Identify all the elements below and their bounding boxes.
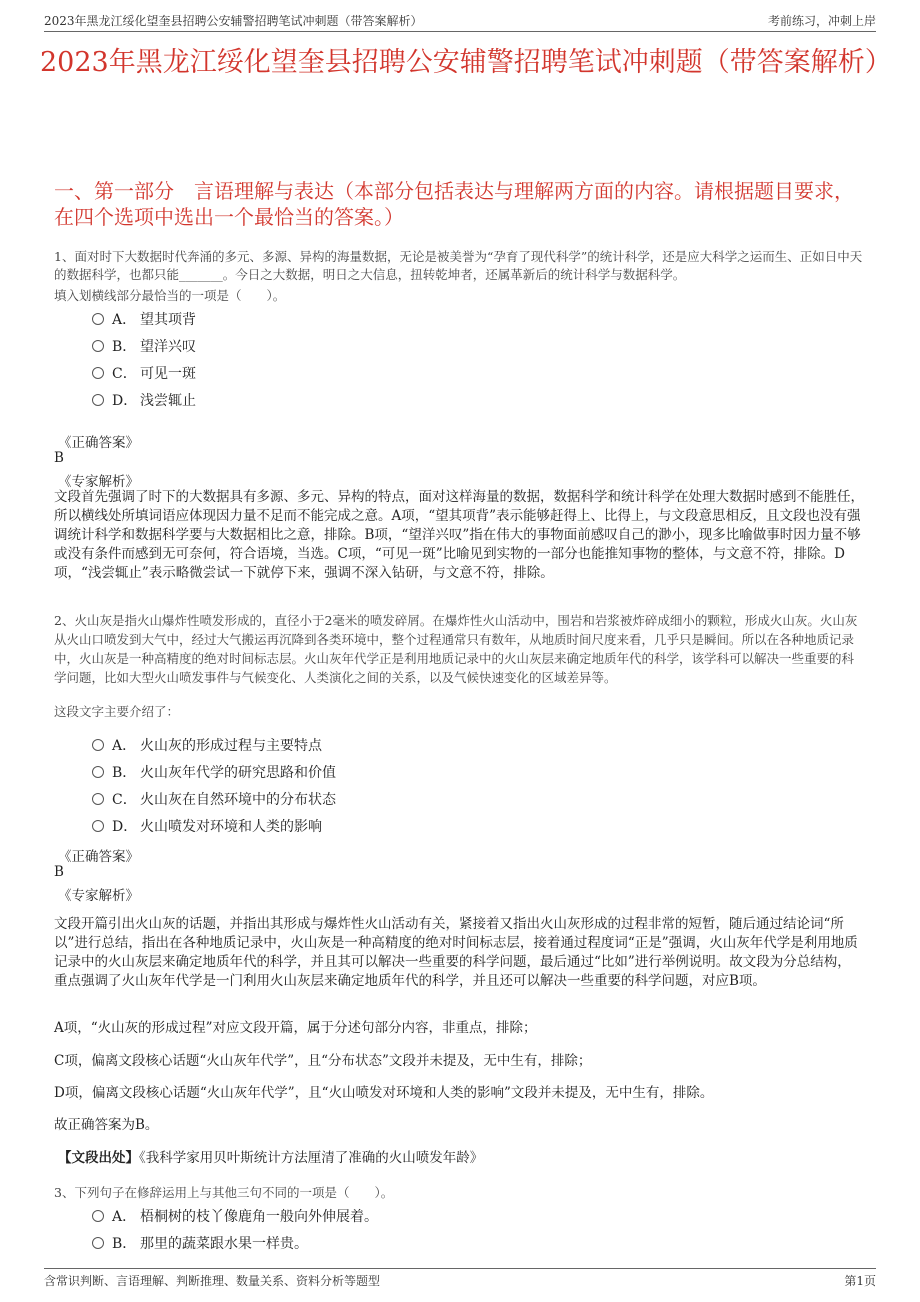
section-heading: 一、第一部分 言语理解与表达（本部分包括表达与理解两方面的内容。请根据题目要求，在四个选项中选出一个最恰当的答案。） <box>54 179 854 229</box>
question-2-note-a: A项，“火山灰的形成过程”对应文段开篇，属于分述句部分内容，非重点，排除； <box>54 1020 537 1036</box>
question-1-option-a[interactable]: A． 望其项背 <box>92 309 196 329</box>
question-2-note-d: D项，偏离文段核心话题“火山灰年代学”，且“火山喷发对环境和人类的影响”文段并未提及，无中生有，排除。 <box>54 1085 714 1101</box>
radio-icon[interactable] <box>92 340 104 352</box>
question-1-option-d[interactable]: D． 浅尝辄止 <box>92 390 196 410</box>
question-1-answer: B <box>54 450 64 466</box>
question-1-option-b[interactable]: B． 望洋兴叹 <box>92 336 196 356</box>
page-header <box>44 12 876 32</box>
source-title: 《我科学家用贝叶斯统计方法厘清了准确的火山喷发年龄》 <box>139 1150 484 1166</box>
question-2-stem: 2、火山灰是指火山爆炸性喷发形成的，直径小于2毫米的喷发碎屑。在爆炸性火山活动中，围岩和岩浆被炸碎成细小的颗粒，形成火山灰。火山灰从火山口喷发到大气中，经过大气搬运再沉降到各类环境中，整个过程通常只有数年，从地质时间尺度来看，几乎只是瞬间。所以在各种地质记录中，火山灰是一种高精度的绝对时间标志层。火山灰年代学正是利用地质记录中的火山灰层来确定地质年代的科学，该学科可以解决一些重要的科学问题，比如大型火山喷发事件与气候变化、人类演化之间的关系，以及气候快速变化的区域差异等。 <box>54 613 858 685</box>
question-1-ask: 填入划横线部分最恰当的一项是（ ）。 <box>54 288 286 303</box>
question-3-option-a[interactable]: A． 梧桐树的枝丫像鹿角一般向外伸展着。 <box>92 1206 378 1226</box>
radio-icon[interactable] <box>92 1237 104 1249</box>
question-2-analysis-label: 《专家解析》 <box>58 888 139 904</box>
radio-icon[interactable] <box>92 313 104 325</box>
question-1-answer-label: 《正确答案》 <box>58 435 139 451</box>
question-1-analysis: 文段首先强调了时下的大数据具有多源、多元、异构的特点，面对这样海量的数据，数据科学和统计科学在处理大数据时感到不能胜任，所以横线处所填词语应体现因力量不足而不能完成之意。A项，“望其项背”表示能够赶得上、比得上，与文段意思相反，且文段也没有强调统计科学和数据科学要与大数据相比之意，排除。B项，“望洋兴叹”指在伟大的事物面前感叹自己的渺小，现多比喻做事时因力量不够或没有条件而感到无可奈何，符合语境，当选。C项，“可见一斑”比喻见到实物的一部分也能推知事物的整体，与文意不符，排除。D项，“浅尝辄止”表示略微尝试一下就停下来，强调不深入钻研，与文意不符，排除。 <box>54 489 864 581</box>
question-2-answer: B <box>54 864 64 880</box>
question-1-analysis-label: 《专家解析》 <box>58 474 139 490</box>
page-number: 第1页 <box>844 1274 876 1288</box>
header-right-text: 考前练习，冲刺上岸 <box>767 14 876 28</box>
header-left-text: 2023年黑龙江绥化望奎县招聘公安辅警招聘笔试冲刺题（带答案解析） <box>44 14 423 28</box>
question-2-option-a[interactable]: A． 火山灰的形成过程与主要特点 <box>92 735 322 755</box>
question-2-conclusion: 故正确答案为B。 <box>54 1117 159 1133</box>
question-3-stem: 3、下列句子在修辞运用上与其他三句不同的一项是（ ）。 <box>54 1185 394 1200</box>
question-2-option-b[interactable]: B． 火山灰年代学的研究思路和价值 <box>92 762 336 782</box>
footer-divider <box>44 1268 876 1269</box>
radio-icon[interactable] <box>92 766 104 778</box>
question-2-answer-label: 《正确答案》 <box>58 849 139 865</box>
question-2-note-c: C项，偏离文段核心话题“火山灰年代学”，且“分布状态”文段并未提及，无中生有，排除； <box>54 1053 592 1069</box>
radio-icon[interactable] <box>92 394 104 406</box>
question-2-option-d[interactable]: D． 火山喷发对环境和人类的影响 <box>92 816 322 836</box>
header-divider <box>44 31 876 32</box>
footer-left-text: 含常识判断、言语理解、判断推理、数量关系、资料分析等题型 <box>44 1274 381 1288</box>
source-label: 【文段出处】 <box>58 1150 139 1166</box>
radio-icon[interactable] <box>92 820 104 832</box>
question-3-option-b[interactable]: B． 那里的蔬菜跟水果一样贵。 <box>92 1233 308 1253</box>
question-2-analysis: 文段开篇引出火山灰的话题，并指出其形成与爆炸性火山活动有关，紧接着又指出火山灰形成的过程非常的短暂，随后通过结论词“所以”进行总结，指出在各种地质记录中，火山灰是一种高精度的绝对时间标志层，接着通过程度词“正是”强调，火山灰年代学是利用地质记录中的火山灰层来确定地质年代的科学，并且其可以解决一些重要的科学问题，最后通过“比如”进行举例说明。故文段为分总结构，重点强调了火山灰年代学是一门利用火山灰层来确定地质年代的科学，并且还可以解决一些重要的科学问题，对应B项。 <box>54 916 858 989</box>
radio-icon[interactable] <box>92 1210 104 1222</box>
radio-icon[interactable] <box>92 793 104 805</box>
question-1-stem: 1、面对时下大数据时代奔涌的多元、多源、异构的海量数据，无论是被美誉为“孕育了现代科学”的统计科学，还是应大科学之运而生、正如日中天的数据科学，也都只能_______。今日之大数据，明日之大信息，扭转乾坤者，还属革新后的统计科学与数据科学。 <box>54 249 863 282</box>
question-2-source <box>58 1149 864 1168</box>
question-2-ask: 这段文字主要介绍了： <box>54 704 180 719</box>
question-1-option-c[interactable]: C． 可见一斑 <box>92 363 196 383</box>
radio-icon[interactable] <box>92 367 104 379</box>
question-2-option-c[interactable]: C． 火山灰在自然环境中的分布状态 <box>92 789 336 809</box>
document-title: 2023年黑龙江绥化望奎县招聘公安辅警招聘笔试冲刺题（带答案解析） <box>40 47 892 78</box>
radio-icon[interactable] <box>92 739 104 751</box>
